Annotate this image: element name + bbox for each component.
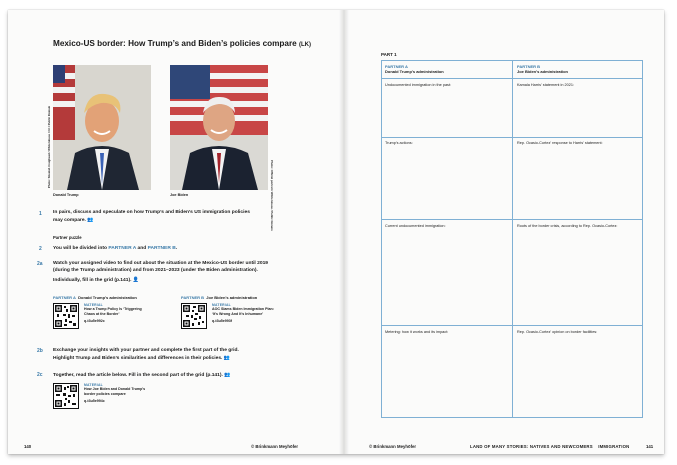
grid-cell-prompt[interactable]: Trump’s actions: (385, 141, 413, 145)
biden-caption: Joe Biden (170, 193, 189, 197)
comparison-grid (381, 60, 643, 418)
publisher-brand-left: © Brinkmann Meyhöfer (251, 444, 299, 449)
grid-column-divider (512, 61, 513, 417)
grid-row-divider (382, 137, 642, 138)
partner-puzzle-heading: Partner puzzle (53, 235, 82, 240)
task-number: 1 (39, 211, 42, 217)
grid-cell-prompt[interactable]: Roots of the border crisis, according to Rep. Ocasio-Cortez: (517, 224, 618, 228)
book-spread (8, 10, 664, 454)
grid-cell-prompt[interactable]: Kamala Harris’ statement in 2021: (517, 83, 575, 87)
grid-header-partner-a: PARTNER A Donald Trump’s administration (385, 64, 444, 75)
qr-code-icon[interactable] (53, 303, 79, 329)
material-article[interactable]: MATERIAL How Joe Biden and Donald Trump’s border policies compare q-t3u5e994c (53, 383, 145, 409)
grid-cell-prompt[interactable]: Rep. Ocasio-Cortez’ response to Harris’ statement: (517, 141, 603, 145)
task-number: 2 (39, 246, 42, 252)
individual-work-icon: 👤 (132, 277, 139, 284)
qr-code-icon[interactable] (53, 383, 79, 409)
grid-cell-prompt[interactable]: Current undocumented immigration: (385, 224, 446, 228)
grid-row-divider (382, 78, 642, 79)
grid-row-divider (382, 219, 642, 220)
grid-row-divider (382, 325, 642, 326)
task-2c-text: Together, read the article below. Fill in the second part of the grid (p.141). 👥 (53, 372, 231, 378)
running-head: LAND OF MANY STORIES: NATIVES AND NEWCOMERS IMMIGRATION (470, 444, 630, 449)
trump-photo-credit: Photo: Shealah Craighead / White House / CC / Public Domain (47, 105, 51, 188)
material-partner-a[interactable]: PARTNER A Donald Trump’s administration MATERIAL How a Trump Policy Is ‘Triggering Chaos at the Border’ q-t3u5e992c (53, 295, 142, 329)
task-number: 2a (37, 261, 43, 267)
trump-photo (53, 65, 151, 190)
grid-header-partner-b: PARTNER B Joe Biden’s administration (517, 64, 568, 75)
pair-work-icon: 👥 (87, 216, 94, 223)
publisher-brand-right: © Brinkmann Meyhöfer (369, 444, 417, 449)
book-gutter (339, 10, 349, 454)
biden-photo-credit: Photo: Official portrait / White House / Public Domain (270, 160, 274, 231)
qr-code-icon[interactable] (181, 303, 207, 329)
trump-caption: Donald Trump (53, 193, 79, 197)
grid-cell-prompt[interactable]: Undocumented immigration in the past: (385, 83, 452, 87)
task-2-text: You will be divided into PARTNER A and PARTNER B. (53, 246, 178, 251)
pair-work-icon: 👥 (223, 354, 230, 361)
grid-cell-prompt[interactable]: Metering: how it works and its impact: (385, 330, 449, 334)
task-1-text: In pairs, discuss and speculate on how Trump’s and Biden’s US immigration policies may compare. 👥 (53, 210, 250, 223)
grid-cell-prompt[interactable]: Rep. Ocasio-Cortez’ opinion on border facilities: (517, 330, 598, 334)
page-title: Mexico-US border: How Trump’s and Biden’s policies compare (LK) (53, 39, 311, 48)
task-2b-text: Exchange your insights with your partner and complete the first part of the grid. Highlight Trump and Biden’s similarities and differences in their policies. 👥 (53, 348, 239, 361)
task-number: 2c (37, 372, 43, 378)
material-partner-b[interactable]: PARTNER B Joe Biden’s administration MATERIAL AOC Slams Biden Immigration Plan: ‘It’s Wrong And It’s Inhumane’ q-t3u5e993f (181, 295, 274, 329)
biden-photo (170, 65, 268, 190)
task-2a-text: Watch your assigned video to find out about the situation at the Mexico-US border until 2019 (during the Trump administration) and from 2021–2023 (under the Biden administration). Individually, fill in the grid (p.141). 👤 (53, 261, 269, 284)
pair-work-icon: 👥 (224, 372, 231, 378)
page-number-right: 141 (646, 444, 654, 449)
grid-part-heading: PART 1 (381, 52, 397, 57)
task-number: 2b (37, 348, 43, 354)
page-number-left: 140 (24, 444, 32, 449)
